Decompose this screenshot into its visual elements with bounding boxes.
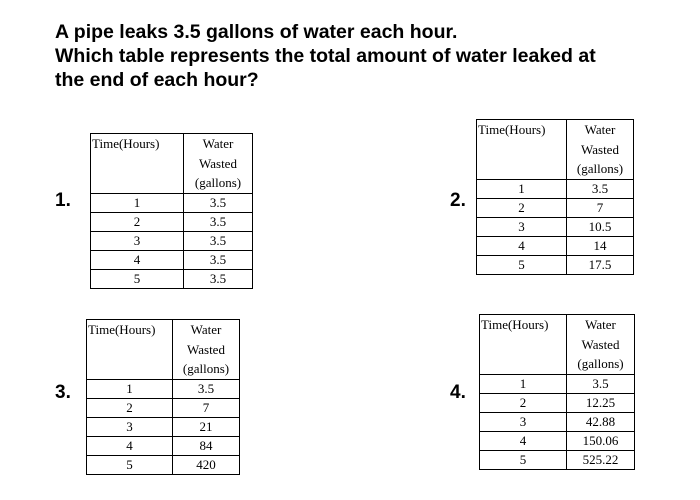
option-2-number[interactable]: 2. — [450, 190, 466, 211]
cell-time: 4 — [477, 236, 567, 255]
header-time: Time(Hours) — [91, 134, 184, 194]
cell-time: 5 — [477, 255, 567, 274]
header-water-line: Wasted — [581, 141, 619, 157]
cell-water: 3.5 — [567, 179, 634, 198]
cell-time: 4 — [91, 250, 184, 269]
table-row — [480, 431, 635, 450]
option-2-table — [476, 119, 634, 275]
question-line-3: the end of each hour? — [55, 69, 259, 91]
table-row — [91, 212, 253, 231]
cell-water: 12.25 — [567, 393, 635, 412]
table-row — [91, 193, 253, 212]
cell-time: 1 — [87, 379, 173, 398]
table-row — [91, 231, 253, 250]
header-water — [567, 120, 634, 180]
table-row — [477, 198, 634, 217]
table-row — [480, 412, 635, 431]
cell-time: 2 — [477, 198, 567, 217]
option-4-number[interactable]: 4. — [450, 382, 466, 403]
table-row — [480, 393, 635, 412]
header-water-line: Water — [585, 317, 616, 332]
cell-water: 3.5 — [184, 250, 253, 269]
cell-time: 3 — [91, 231, 184, 250]
cell-time: 1 — [91, 193, 184, 212]
table-row — [87, 398, 240, 417]
cell-time: 1 — [480, 374, 567, 393]
question-text — [55, 20, 675, 92]
cell-time: 5 — [91, 269, 184, 288]
option-1-number[interactable]: 1. — [55, 190, 71, 211]
header-water — [184, 134, 253, 194]
table-row — [477, 217, 634, 236]
option-4-table — [479, 314, 635, 470]
header-time: Time(Hours) — [477, 120, 567, 180]
header-water — [173, 320, 240, 380]
cell-water: 150.06 — [567, 431, 635, 450]
cell-water: 420 — [173, 455, 240, 474]
header-water-line: Wasted — [187, 341, 225, 357]
header-time: Time(Hours) — [87, 320, 173, 380]
cell-time: 2 — [91, 212, 184, 231]
cell-time: 3 — [480, 412, 567, 431]
cell-water: 3.5 — [184, 231, 253, 250]
table-row — [87, 417, 240, 436]
cell-water: 21 — [173, 417, 240, 436]
table-row — [91, 269, 253, 288]
table-header-row — [91, 134, 253, 194]
question-line-1: A pipe leaks 3.5 gallons of water each hour. — [55, 21, 458, 43]
cell-water: 84 — [173, 436, 240, 455]
table-header-row — [477, 120, 634, 180]
cell-water: 42.88 — [567, 412, 635, 431]
header-water-line: Wasted — [581, 336, 620, 352]
table-row — [91, 250, 253, 269]
option-3-number[interactable]: 3. — [55, 382, 71, 403]
table-row — [477, 255, 634, 274]
cell-water: 3.5 — [184, 193, 253, 212]
table-header-row — [87, 320, 240, 380]
cell-water: 3.5 — [567, 374, 635, 393]
header-water-line: (gallons) — [576, 161, 624, 176]
option-1-table — [90, 133, 253, 289]
option-3-table — [86, 319, 240, 475]
cell-water: 7 — [567, 198, 634, 217]
table-row — [87, 455, 240, 474]
header-water-line: (gallons) — [194, 175, 242, 190]
header-time: Time(Hours) — [480, 315, 567, 375]
cell-time: 4 — [480, 431, 567, 450]
table-row — [477, 236, 634, 255]
table-row — [87, 379, 240, 398]
header-water-line: Wasted — [199, 155, 237, 171]
cell-water: 525.22 — [567, 450, 635, 469]
header-water-line: Water — [202, 136, 234, 151]
cell-water: 10.5 — [567, 217, 634, 236]
cell-water: 3.5 — [173, 379, 240, 398]
cell-time: 2 — [87, 398, 173, 417]
table-row — [477, 179, 634, 198]
question-line-2: Which table represents the total amount of water leaked at — [55, 45, 596, 67]
header-water-line: (gallons) — [577, 356, 624, 371]
cell-time: 4 — [87, 436, 173, 455]
cell-water: 17.5 — [567, 255, 634, 274]
header-water-line: Water — [584, 122, 616, 137]
header-water — [567, 315, 635, 375]
table-row — [480, 374, 635, 393]
cell-time: 3 — [477, 217, 567, 236]
cell-time: 5 — [87, 455, 173, 474]
header-water-line: (gallons) — [182, 361, 230, 376]
cell-water: 3.5 — [184, 269, 253, 288]
cell-time: 5 — [480, 450, 567, 469]
cell-time: 3 — [87, 417, 173, 436]
cell-water: 3.5 — [184, 212, 253, 231]
table-header-row — [480, 315, 635, 375]
table-row — [87, 436, 240, 455]
cell-water: 7 — [173, 398, 240, 417]
header-water-line: Water — [190, 322, 222, 337]
cell-water: 14 — [567, 236, 634, 255]
table-row — [480, 450, 635, 469]
cell-time: 1 — [477, 179, 567, 198]
cell-time: 2 — [480, 393, 567, 412]
